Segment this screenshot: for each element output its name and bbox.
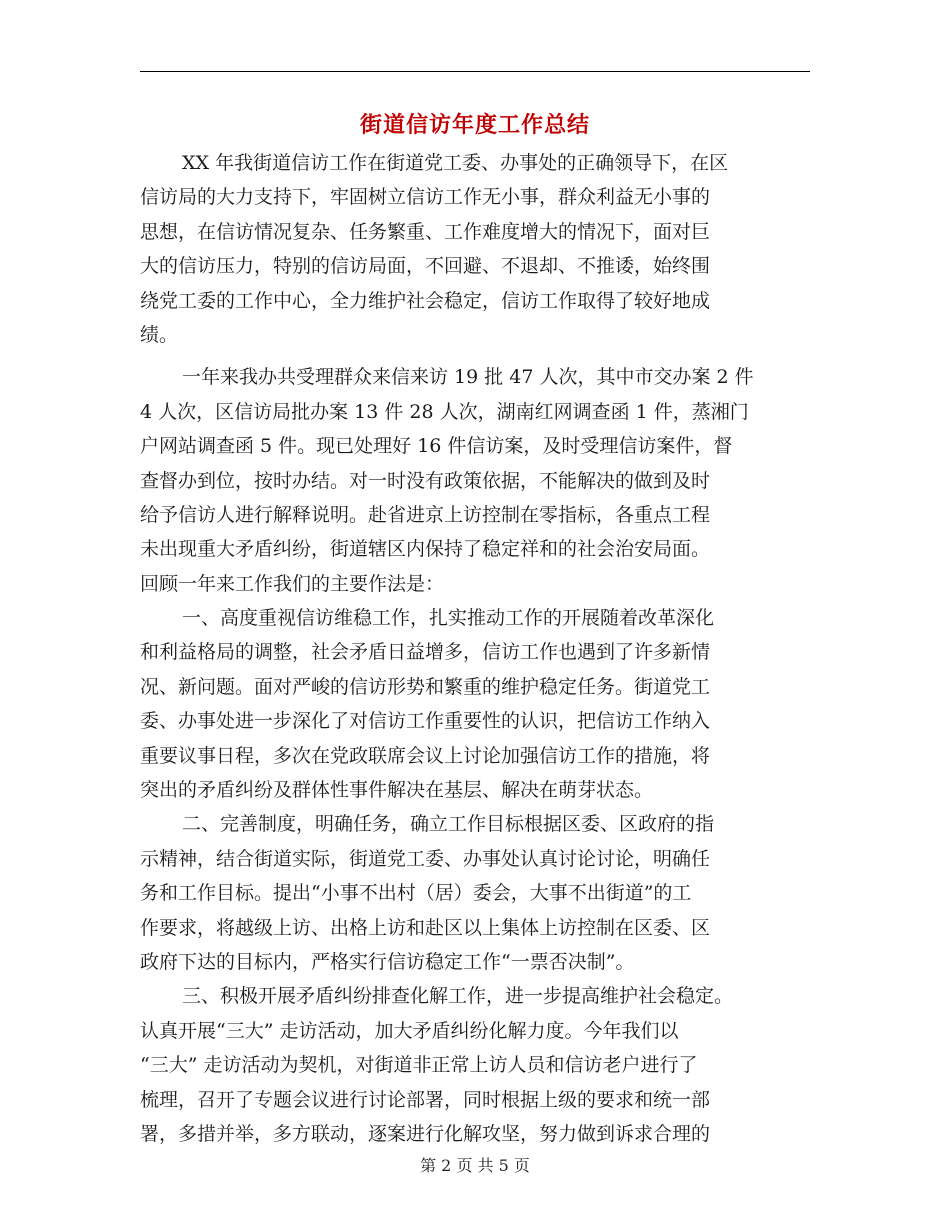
page-footer: 第 2 页 共 5 页	[420, 1156, 530, 1175]
text-line: 给予信访人进行解释说明。赴省进京上访控制在零指标，各重点工程	[140, 503, 711, 526]
text-line: 政府下达的目标内，严格实行信访稳定工作“一票否决制”。	[140, 950, 635, 973]
text-line: 三、积极开展矛盾纠纷排查化解工作，进一步提高维护社会稳定。	[182, 985, 734, 1008]
header-rule	[140, 71, 810, 72]
text-line: 和利益格局的调整，社会矛盾日益增多，信访工作也遇到了许多新情	[140, 641, 711, 664]
text-line: 二、完善制度，明确任务，确立工作目标根据区委、区政府的指	[182, 813, 715, 836]
text-line: 突出的矛盾纠纷及群体性事件解决在基层、解决在萌芽状态。	[140, 779, 654, 802]
text-line: 信访局的大力支持下，牢固树立信访工作无小事，群众利益无小事的	[140, 186, 711, 209]
document-body	[140, 146, 810, 1151]
text-line: 回顾一年来工作我们的主要作法是：	[140, 572, 445, 595]
text-line: 未出现重大矛盾纠纷，街道辖区内保持了稳定祥和的社会治安局面。	[140, 538, 711, 561]
text-line: 务和工作目标。提出“小事不出村（居）委会，大事不出街道”的工	[140, 882, 692, 905]
text-line: 大的信访压力，特别的信访局面，不回避、不退却、不推诿，始终围	[140, 255, 711, 278]
text-line: 梳理，召开了专题会议进行讨论部署，同时根据上级的要求和统一部	[140, 1088, 711, 1111]
text-line: “三大” 走访活动为契机，对街道非正常上访人员和信访老户进行了	[140, 1054, 698, 1077]
text-line: 一年来我办共受理群众来信来访 19 批 47 人次，其中市交办案 2 件	[182, 366, 754, 389]
document-title: 街道信访年度工作总结	[359, 113, 590, 138]
text-line: 一、高度重视信访维稳工作，扎实推动工作的开展随着改革深化	[182, 607, 715, 630]
text-line: XX 年我街道信访工作在街道党工委、办事处的正确领导下，在区	[182, 152, 729, 174]
text-line: 示精神，结合街道实际，街道党工委、办事处认真讨论讨论，明确任	[140, 847, 711, 870]
text-line: 署，多措并举，多方联动，逐案进行化解攻坚，努力做到诉求合理的	[140, 1122, 711, 1145]
text-line: 重要议事日程，多次在党政联席会议上讨论加强信访工作的措施，将	[140, 744, 711, 767]
text-line: 思想，在信访情况复杂、任务繁重、工作难度增大的情况下，面对巨	[140, 220, 711, 243]
text-line: 4 人次，区信访局批办案 13 件 28 人次，湖南红网调查函 1 件，蒸湘门	[140, 400, 749, 423]
text-line: 绕党工委的工作中心，全力维护社会稳定，信访工作取得了较好地成	[140, 289, 711, 312]
text-line: 查督办到位，按时办结。对一时没有政策依据，不能解决的做到及时	[140, 469, 711, 492]
text-line: 绩。	[140, 323, 179, 346]
text-line: 户网站调查函 5 件。现已处理好 16 件信访案，及时受理信访案件，督	[140, 435, 733, 458]
text-line: 认真开展“三大” 走访活动，加大矛盾纠纷化解力度。今年我们以	[140, 1019, 679, 1042]
text-line: 作要求，将越级上访、出格上访和赴区以上集体上访控制在区委、区	[140, 916, 711, 939]
text-line: 委、办事处进一步深化了对信访工作重要性的认识，把信访工作纳入	[140, 710, 711, 733]
text-line: 况、新问题。面对严峻的信访形势和繁重的维护稳定任务。街道党工	[140, 675, 711, 698]
